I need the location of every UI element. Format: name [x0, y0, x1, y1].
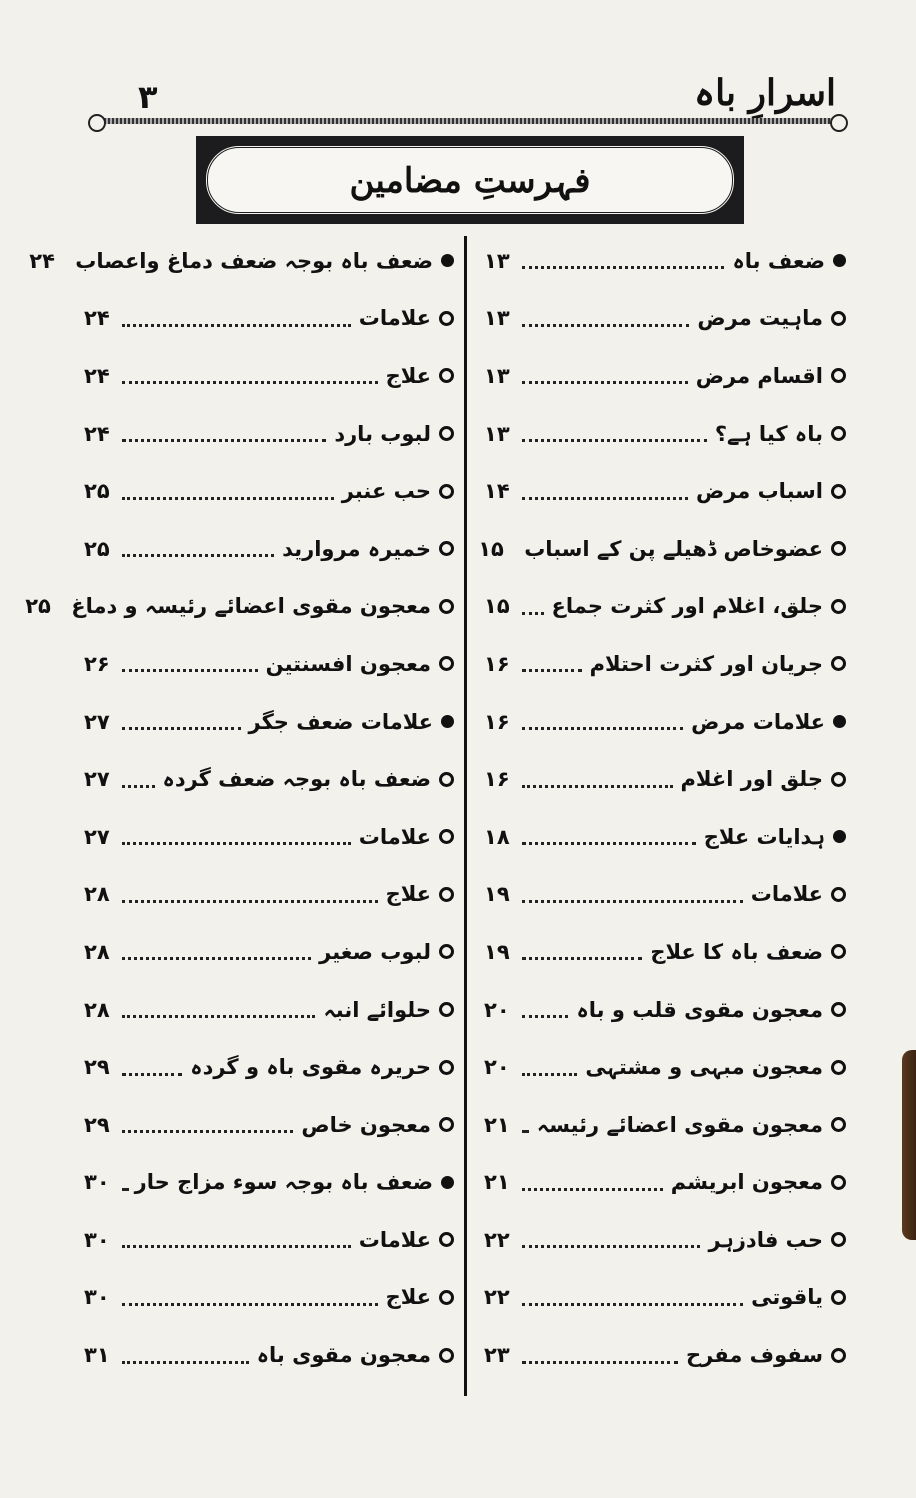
entry-title: معجون مبہی و مشتہی [585, 1055, 823, 1080]
contents-entry [84, 981, 454, 1039]
entry-title: ضعف باہ کا علاج [650, 939, 823, 964]
contents-entry [84, 1211, 454, 1269]
entry-page-number: ۲۸ [84, 997, 110, 1022]
dot-leader [122, 1116, 293, 1133]
contents-entry [484, 1211, 846, 1269]
entry-title: عضوخاص ڈھیلے پن کے اسباب [524, 536, 823, 561]
ring-bullet-icon [831, 1290, 846, 1305]
contents-entry [484, 1096, 846, 1154]
ring-bullet-icon [831, 1117, 846, 1132]
ring-bullet-icon [831, 426, 846, 441]
contents-title: فہرستِ مضامین [349, 160, 591, 201]
entry-title: حلوائے انبہ [323, 997, 431, 1022]
contents-entry [484, 866, 846, 924]
contents-entry [484, 981, 846, 1039]
dot-leader [122, 886, 378, 903]
entry-page-number: ۱۳ [484, 248, 510, 273]
contents-title-frame [196, 136, 744, 224]
ring-bullet-icon [831, 656, 846, 671]
contents-entry [484, 750, 846, 808]
entry-page-number: ۲۸ [84, 939, 110, 964]
entry-title: معجون ابریشم [670, 1170, 823, 1195]
entry-title: معجون مقوی باہ [256, 1343, 431, 1368]
ring-bullet-icon [831, 599, 846, 614]
page-number: ۳ [138, 78, 158, 116]
dot-leader [122, 771, 155, 788]
dot-leader [122, 943, 311, 960]
entry-title: حب فادزہر [708, 1227, 823, 1252]
contents-entry [84, 462, 454, 520]
entry-page-number: ۱۳ [484, 306, 510, 331]
dot-leader [122, 425, 326, 442]
ring-bullet-icon [831, 1232, 846, 1247]
contents-entry [84, 808, 454, 866]
contents-entry [484, 1038, 846, 1096]
ring-bullet-icon [439, 656, 454, 671]
entry-title: معجون خاص [301, 1112, 431, 1137]
contents-entry [84, 923, 454, 981]
dot-leader [522, 483, 688, 500]
contents-entry [484, 923, 846, 981]
dot-leader [122, 828, 351, 845]
ring-bullet-icon [439, 426, 454, 441]
dot-leader [522, 310, 689, 327]
page-edge-binding [902, 1050, 916, 1240]
ring-bullet-icon [831, 1002, 846, 1017]
dot-leader [122, 483, 334, 500]
dot-leader [522, 943, 642, 960]
column-divider [464, 236, 467, 1396]
dot-leader [122, 1231, 351, 1248]
contents-entry [84, 1096, 454, 1154]
entry-title: معجون مقوی اعضائے رئیسہ [536, 1112, 823, 1137]
entry-page-number: ۲۴ [84, 421, 110, 446]
contents-entry [84, 1038, 454, 1096]
entry-title: باہ کیا ہے؟ [714, 421, 823, 446]
entry-page-number: ۲۶ [84, 651, 110, 676]
entry-page-number: ۳۰ [84, 1170, 110, 1195]
entry-title: ضعف باہ بوجہ سوء مزاج حار [134, 1170, 433, 1195]
entry-page-number: ۲۵ [84, 536, 110, 561]
entry-page-number: ۲۱ [484, 1112, 510, 1137]
contents-entry [484, 462, 846, 520]
dot-leader [122, 310, 351, 327]
contents-entry [84, 1326, 454, 1384]
ring-bullet-icon [439, 1348, 454, 1363]
entry-title: علاج [385, 1285, 431, 1310]
entry-title: ضعف باہ بوجہ ضعف گردہ [162, 767, 431, 792]
entry-page-number: ۱۴ [484, 479, 510, 504]
contents-entry [484, 578, 846, 636]
ring-bullet-icon [439, 887, 454, 902]
contents-entry [29, 232, 454, 290]
entry-title: جلق، اغلام اور کثرت جماع [551, 594, 823, 619]
entry-page-number: ۲۳ [484, 1343, 510, 1368]
dot-leader [122, 367, 378, 384]
entry-page-number: ۲۴ [84, 306, 110, 331]
entry-title: ضعف باہ [732, 248, 825, 273]
contents-entry [484, 635, 846, 693]
contents-entry [484, 232, 846, 290]
entry-title: خمیرہ مروارید [282, 536, 431, 561]
dot-leader [122, 540, 274, 557]
entry-title: معجون افسنتین [265, 651, 431, 676]
entry-title: علامات [358, 824, 431, 849]
entry-page-number: ۲۲ [484, 1227, 510, 1252]
ring-bullet-icon [831, 772, 846, 787]
entry-page-number: ۱۶ [484, 709, 510, 734]
filled-bullet-icon [833, 830, 846, 843]
ring-bullet-icon [439, 599, 454, 614]
contents-entry [84, 1269, 454, 1327]
header-rule-ornament-right [830, 114, 848, 132]
dot-leader [522, 1347, 678, 1364]
dot-leader [522, 771, 673, 788]
dot-leader [122, 1001, 315, 1018]
header-rule-ornament-left [88, 114, 106, 132]
entry-page-number: ۲۵ [84, 479, 110, 504]
dot-leader [122, 1174, 127, 1191]
dot-leader [122, 1059, 182, 1076]
dot-leader [122, 713, 241, 730]
contents-column-right [478, 232, 846, 1384]
contents-entry [484, 347, 846, 405]
contents-entry [484, 1154, 846, 1212]
entry-page-number: ۲۷ [84, 767, 110, 792]
ring-bullet-icon [439, 311, 454, 326]
entry-title: علاج [385, 363, 431, 388]
entry-title: علامات [358, 306, 431, 331]
dot-leader [522, 367, 688, 384]
ring-bullet-icon [831, 944, 846, 959]
entry-page-number: ۲۰ [484, 1055, 510, 1080]
ring-bullet-icon [439, 829, 454, 844]
dot-leader [522, 655, 582, 672]
ring-bullet-icon [831, 541, 846, 556]
ring-bullet-icon [831, 1348, 846, 1363]
dot-leader [522, 1001, 568, 1018]
entry-page-number: ۱۸ [484, 824, 510, 849]
contents-entry [84, 693, 454, 751]
ring-bullet-icon [439, 541, 454, 556]
entry-title: علامات [358, 1227, 431, 1252]
dot-leader [522, 1059, 577, 1076]
entry-title: جریان اور کثرت احتلام [589, 651, 823, 676]
entry-page-number: ۲۴ [29, 248, 55, 273]
contents-entry [25, 578, 454, 636]
entry-page-number: ۲۴ [84, 363, 110, 388]
contents-entry [484, 1269, 846, 1327]
entry-title: علاج [385, 882, 431, 907]
dot-leader [522, 886, 743, 903]
contents-entry [484, 1326, 846, 1384]
dot-leader [522, 252, 724, 269]
entry-title: ضعف باہ بوجہ ضعف دماغ واعصاب [75, 248, 433, 273]
entry-page-number: ۱۳ [484, 421, 510, 446]
entry-title: معجون مقوی اعضائے رئیسہ و دماغ [71, 594, 431, 619]
entry-page-number: ۲۹ [84, 1112, 110, 1137]
entry-page-number: ۲۷ [84, 824, 110, 849]
entry-title: علامات ضعف جگر [248, 709, 433, 734]
entry-page-number: ۲۸ [84, 882, 110, 907]
entry-title: ماہیت مرض [697, 306, 823, 331]
ring-bullet-icon [439, 1002, 454, 1017]
entry-page-number: ۲۵ [25, 594, 51, 619]
ring-bullet-icon [439, 1232, 454, 1247]
entry-page-number: ۳۰ [84, 1285, 110, 1310]
book-title: اسرارِ باہ [693, 72, 836, 114]
contents-entry [484, 405, 846, 463]
contents-entry [84, 1154, 454, 1212]
ring-bullet-icon [439, 1290, 454, 1305]
dot-leader [522, 713, 683, 730]
dot-leader [522, 1289, 743, 1306]
contents-entry [84, 750, 454, 808]
ring-bullet-icon [831, 887, 846, 902]
dot-leader [522, 828, 696, 845]
entry-page-number: ۳۰ [84, 1227, 110, 1252]
ring-bullet-icon [831, 311, 846, 326]
contents-title-cartouche [205, 145, 735, 215]
entry-page-number: ۲۹ [84, 1055, 110, 1080]
entry-title: علامات [750, 882, 823, 907]
filled-bullet-icon [441, 254, 454, 267]
contents-entry [84, 866, 454, 924]
ring-bullet-icon [439, 484, 454, 499]
contents-entry [484, 808, 846, 866]
entry-title: جلق اور اغلام [680, 767, 823, 792]
entry-title: حب عنبر [341, 479, 431, 504]
entry-page-number: ۲۲ [484, 1285, 510, 1310]
entry-title: اقسام مرض [695, 363, 823, 388]
ring-bullet-icon [831, 484, 846, 499]
entry-page-number: ۱۵ [484, 594, 510, 619]
contents-entry [84, 290, 454, 348]
contents-entry [84, 520, 454, 578]
dot-leader [122, 1347, 249, 1364]
contents-entry [84, 635, 454, 693]
ring-bullet-icon [831, 368, 846, 383]
dot-leader [522, 1116, 529, 1133]
ring-bullet-icon [439, 1117, 454, 1132]
entry-title: معجون مقوی قلب و باہ [576, 997, 823, 1022]
entry-page-number: ۲۱ [484, 1170, 510, 1195]
entry-page-number: ۳۱ [84, 1343, 110, 1368]
contents-entry [478, 520, 846, 578]
dot-leader [522, 598, 544, 615]
entry-page-number: ۲۰ [484, 997, 510, 1022]
ring-bullet-icon [831, 1060, 846, 1075]
entry-title: حریرہ مقوی باہ و گردہ [190, 1055, 431, 1080]
contents-entry [484, 693, 846, 751]
dot-leader [122, 1289, 378, 1306]
entry-title: سفوف مفرح [686, 1343, 823, 1368]
filled-bullet-icon [441, 1176, 454, 1189]
entry-title: یاقوتی [751, 1285, 823, 1310]
contents-column-left [25, 232, 454, 1384]
entry-title: علامات مرض [691, 709, 825, 734]
ring-bullet-icon [439, 368, 454, 383]
entry-page-number: ۱۳ [484, 363, 510, 388]
filled-bullet-icon [833, 254, 846, 267]
entry-page-number: ۲۷ [84, 709, 110, 734]
entry-title: لبوب صغیر [319, 939, 431, 964]
dot-leader [522, 425, 707, 442]
entry-title: اسباب مرض [695, 479, 823, 504]
entry-page-number: ۱۹ [484, 939, 510, 964]
filled-bullet-icon [441, 715, 454, 728]
entry-page-number: ۱۶ [484, 651, 510, 676]
contents-entry [484, 290, 846, 348]
dot-leader [522, 1174, 663, 1191]
entry-title: لبوب بارد [334, 421, 431, 446]
filled-bullet-icon [833, 715, 846, 728]
ring-bullet-icon [439, 772, 454, 787]
dot-leader [122, 655, 258, 672]
entry-page-number: ۱۹ [484, 882, 510, 907]
contents-entry [84, 405, 454, 463]
entry-title: ہدایات علاج [703, 824, 825, 849]
ring-bullet-icon [439, 1060, 454, 1075]
entry-page-number: ۱۶ [484, 767, 510, 792]
ring-bullet-icon [439, 944, 454, 959]
contents-entry [84, 347, 454, 405]
dot-leader [522, 1231, 700, 1248]
entry-page-number: ۱۵ [478, 536, 504, 561]
ring-bullet-icon [831, 1175, 846, 1190]
header-rule [92, 118, 838, 124]
